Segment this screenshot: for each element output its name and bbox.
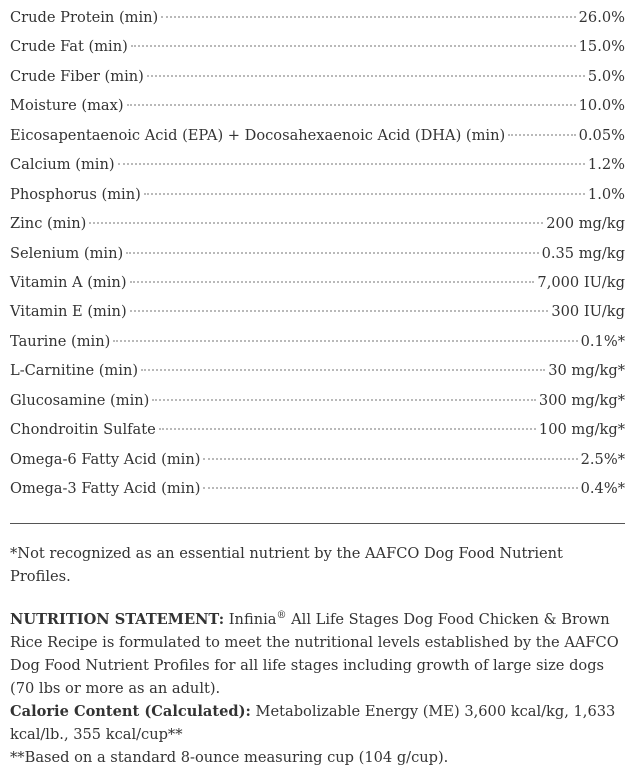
nutrient-name: Glucosamine (min) <box>10 391 150 409</box>
brand-name: Infinia <box>228 611 277 629</box>
dot-leader <box>131 45 576 47</box>
nutrient-name: Calcium (min) <box>10 156 115 174</box>
analysis-row <box>10 150 625 179</box>
nutrient-value: 26.0% <box>578 9 625 26</box>
dot-leader <box>144 193 585 195</box>
registered-mark: ® <box>276 610 287 622</box>
nutrition-statement-label: NUTRITION STATEMENT: <box>10 611 225 629</box>
dot-leader <box>161 16 575 18</box>
dot-leader <box>126 252 538 254</box>
dot-leader <box>130 281 535 283</box>
nutrient-value: 2.5%* <box>580 450 625 468</box>
nutrient-name: Vitamin E (min) <box>10 303 127 321</box>
nutrient-name: Crude Fat (min) <box>10 38 128 56</box>
analysis-row <box>10 297 625 326</box>
nutrient-value: 300 mg/kg* <box>538 391 625 409</box>
dot-leader <box>159 428 536 430</box>
nutrient-name: Crude Protein (min) <box>10 9 159 26</box>
nutrient-name: Omega-3 Fatty Acid (min) <box>10 480 201 497</box>
nutrient-name: L-Carnitine (min) <box>10 362 139 380</box>
dot-leader <box>89 222 543 224</box>
dot-leader <box>203 487 577 489</box>
nutrient-value: 300 IU/kg <box>551 303 625 321</box>
nutrient-value: 15.0% <box>578 38 625 56</box>
dot-leader <box>203 458 577 460</box>
analysis-row <box>10 415 625 444</box>
nutrient-name: Taurine (min) <box>10 332 111 350</box>
nutrient-value: 1.2% <box>587 156 625 174</box>
cup-note: **Based on a standard 8-ounce measuring cup (104 g/cup). <box>10 749 449 767</box>
dot-leader <box>118 163 585 165</box>
nutrient-name: Selenium (min) <box>10 244 124 262</box>
guaranteed-analysis-list <box>10 0 625 503</box>
dot-leader <box>508 134 575 136</box>
analysis-row <box>10 474 625 503</box>
nutrient-value: 5.0% <box>587 67 625 85</box>
nutrient-value: 30 mg/kg* <box>548 362 625 380</box>
nutrient-name: Omega-6 Fatty Acid (min) <box>10 450 201 468</box>
analysis-row <box>10 32 625 61</box>
nutrient-value: 0.05% <box>578 126 625 144</box>
dot-leader <box>113 340 577 342</box>
analysis-row <box>10 91 625 120</box>
dot-leader <box>130 310 549 312</box>
calorie-content-text: Metabolizable Energy (ME) 3,600 kcal/kg, 1,633 kcal/lb., 355 kcal/cup** <box>10 703 616 744</box>
nutrient-value: 1.0% <box>587 185 625 203</box>
nutrient-name: Eicosapentaenoic Acid (EPA) + Docosahexaenoic Acid (DHA) (min) <box>10 126 506 144</box>
analysis-row <box>10 239 625 268</box>
nutrient-value: 100 mg/kg* <box>538 421 625 439</box>
dot-leader <box>147 75 585 77</box>
nutrient-name: Phosphorus (min) <box>10 185 141 203</box>
analysis-row <box>10 209 625 238</box>
analysis-row <box>10 386 625 415</box>
nutrient-name: Crude Fiber (min) <box>10 67 144 85</box>
nutrient-value: 0.35 mg/kg <box>541 244 625 262</box>
nutrient-name: Moisture (max) <box>10 97 124 115</box>
nutrient-name: Chondroitin Sulfate <box>10 421 156 439</box>
nutrient-value: 200 mg/kg <box>546 215 625 233</box>
analysis-row <box>10 180 625 209</box>
footnote-text: *Not recognized as an essential nutrient by the AAFCO Dog Food Nutrient Profiles. <box>10 545 563 586</box>
nutrient-value: 0.1%* <box>580 332 625 350</box>
nutrient-value: 0.4%* <box>580 480 625 497</box>
nutrient-value: 10.0% <box>578 97 625 115</box>
analysis-row <box>10 445 625 474</box>
analysis-row <box>10 121 625 150</box>
analysis-row <box>10 327 625 356</box>
analysis-row <box>10 3 625 32</box>
analysis-row <box>10 356 625 385</box>
analysis-row <box>10 268 625 297</box>
analysis-row <box>10 62 625 91</box>
calorie-content-label: Calorie Content (Calculated): <box>10 703 251 721</box>
nutrient-name: Zinc (min) <box>10 215 87 233</box>
nutrient-value: 7,000 IU/kg <box>537 273 625 291</box>
section-divider <box>10 523 625 524</box>
nutrient-name: Vitamin A (min) <box>10 273 127 291</box>
nutrition-statement-paragraph <box>10 608 625 700</box>
dot-leader <box>141 369 545 371</box>
dot-leader <box>152 399 536 401</box>
dot-leader <box>127 104 576 106</box>
nutrition-statement-text: All Life Stages Dog Food Chicken & Brown Rice Recipe is formulated to meet the nutritional levels established by the AAFCO Dog Food Nutrient Profiles for all life stages including growth of large size dogs (70 lbs or more as an adult). <box>10 611 619 698</box>
nutrition-statement <box>10 608 625 769</box>
calorie-content-paragraph <box>10 700 625 746</box>
